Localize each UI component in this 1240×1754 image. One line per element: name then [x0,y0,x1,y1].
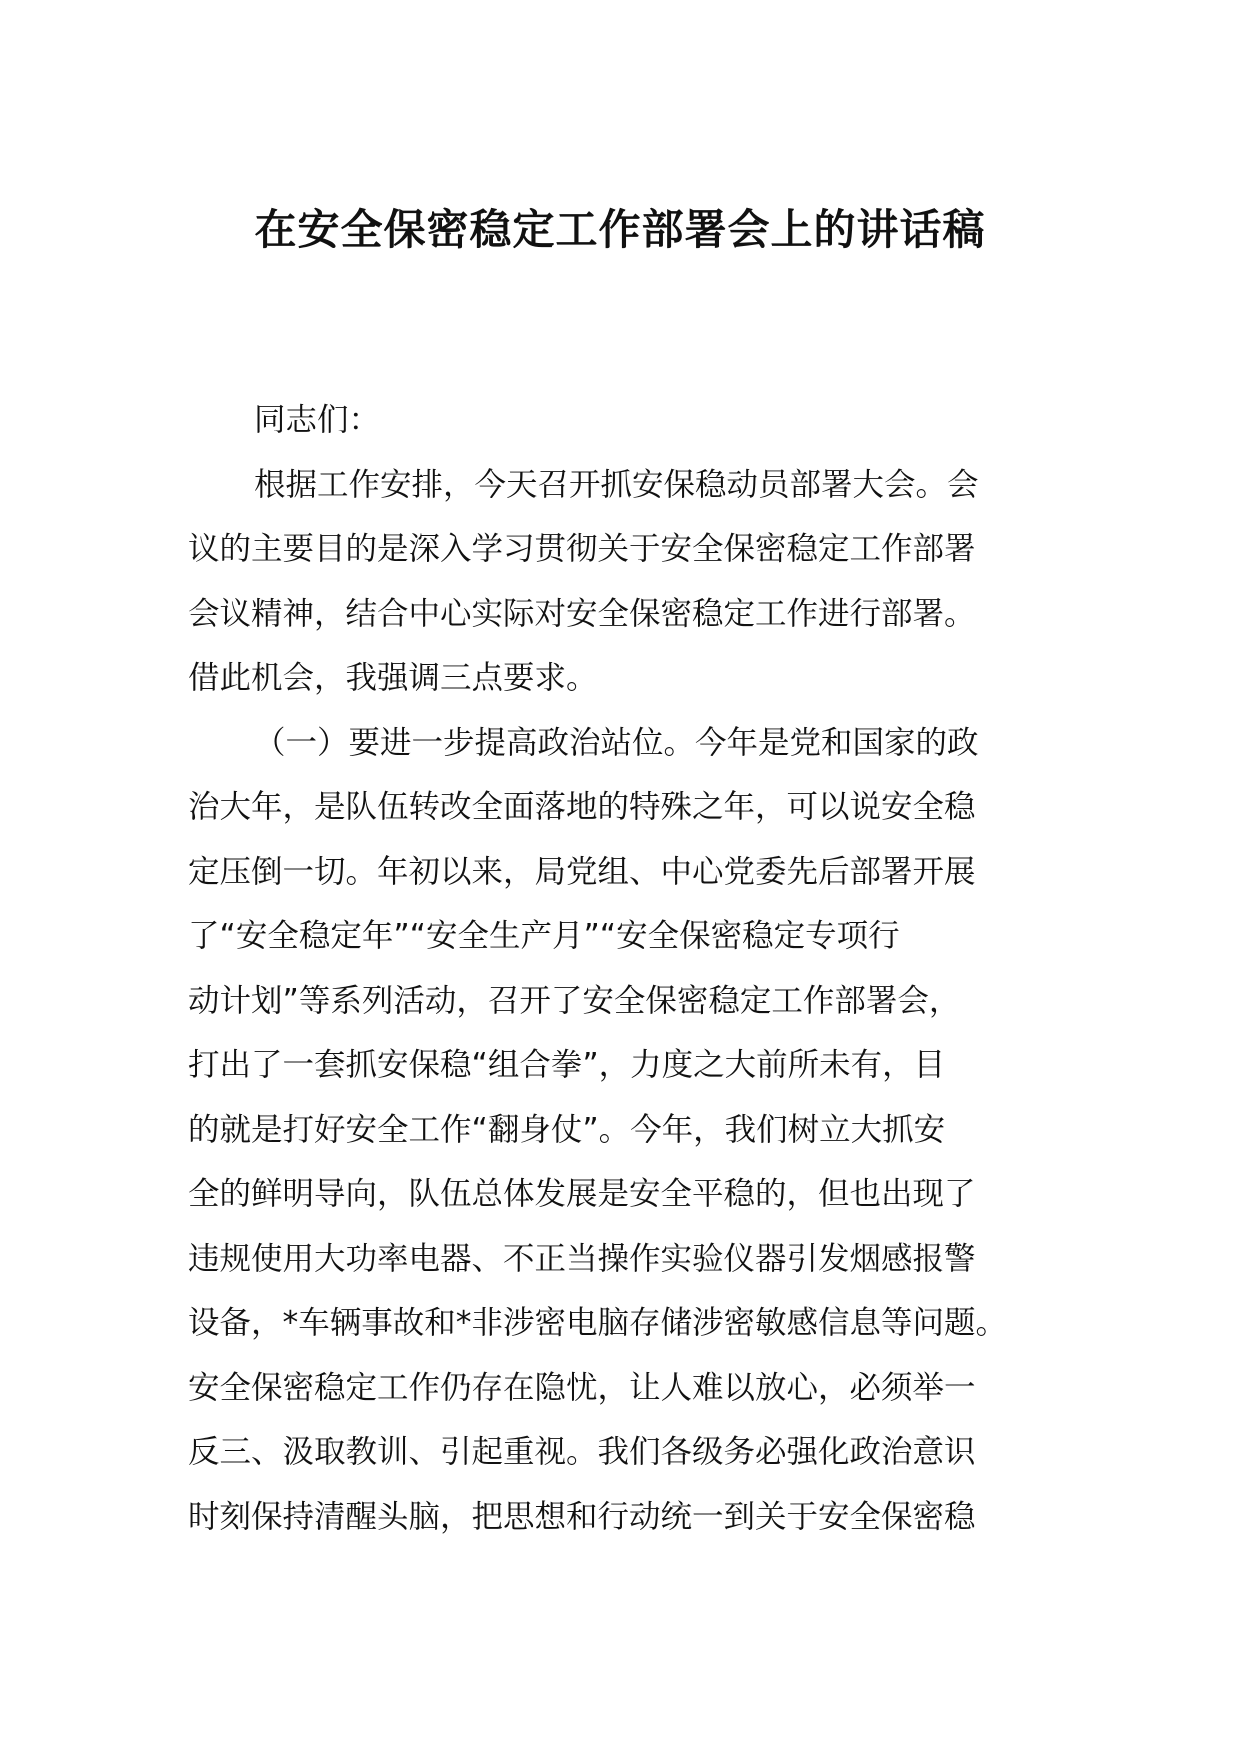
paragraph-line: 借此机会，我强调三点要求。 [188,660,598,696]
paragraph-line: 的就是打好安全工作“翻身仗”。今年，我们树立大抓安 [188,1111,946,1148]
paragraph-line: 议的主要目的是深入学习贯彻关于安全保密稳定工作部署 [188,531,976,567]
paragraph-line: 安全保密稳定工作仍存在隐忧，让人难以放心，必须举一 [188,1369,976,1406]
paragraph-line: 了“安全稳定年”“安全生产月”“安全保密稳定专项行 [188,918,900,954]
paragraph-line: 全的鲜明导向，队伍总体发展是安全平稳的，但也出现了 [188,1176,976,1212]
paragraph-line: （一）要进一步提高政治站位。今年是党和国家的政 [254,724,979,761]
document-title: 在安全保密稳定工作部署会上的讲话稿 [254,205,986,254]
paragraph-line: 打出了一套抓安保稳“组合拳”，力度之大前所未有，目 [188,1047,946,1083]
document-body [188,388,1060,1549]
paragraph-line: 反三、汲取教训、引起重视。我们各级务必强化政治意识 [188,1434,976,1470]
paragraph-line: 会议精神，结合中心实际对安全保密稳定工作进行部署。 [188,595,976,632]
paragraph-line: 根据工作安排，今天召开抓安保稳动员部署大会。会 [254,466,979,503]
paragraph-line: 时刻保持清醒头脑，把思想和行动统一到关于安全保密稳 [188,1498,976,1535]
paragraph-line: 治大年，是队伍转改全面落地的特殊之年，可以说安全稳 [188,789,976,825]
paragraph-line: 动计划”等系列活动，召开了安全保密稳定工作部署会， [188,982,961,1019]
paragraph-line: 设备，*车辆事故和*非涉密电脑存储涉密敏感信息等问题。 [188,1305,1008,1341]
salutation: 同志们： [254,402,381,438]
paragraph-line: 违规使用大功率电器、不正当操作实验仪器引发烟感报警 [188,1240,976,1277]
paragraph-line: 定压倒一切。年初以来，局党组、中心党委先后部署开展 [188,853,976,890]
